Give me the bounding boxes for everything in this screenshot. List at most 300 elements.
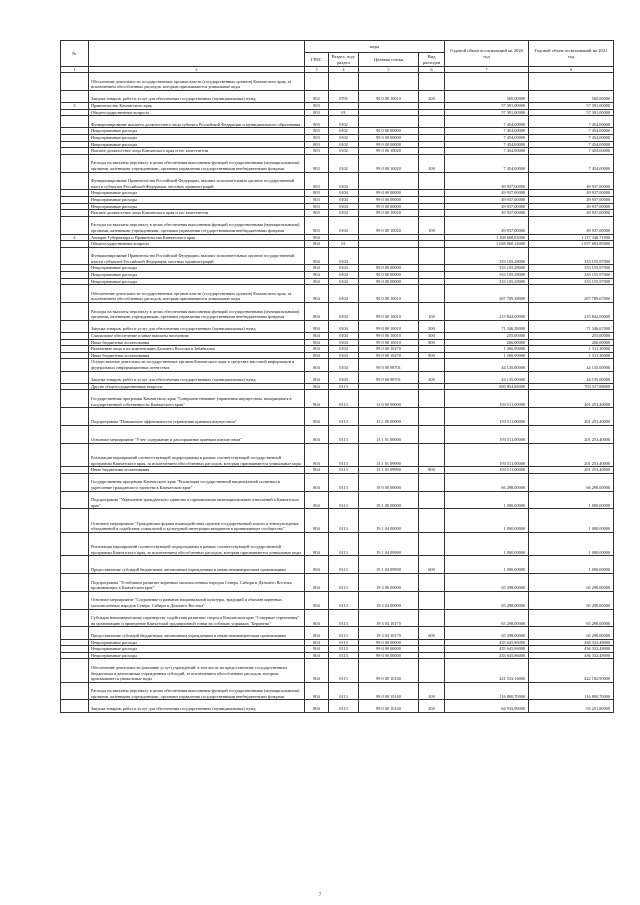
row-exptype xyxy=(419,346,445,353)
row-amount-2021: 65 298,00000 xyxy=(529,609,614,627)
row-number xyxy=(61,700,89,712)
row-section: 0113 xyxy=(329,591,359,609)
row-name: Государственная программа Камчатского края "Совершенствование управления имуществом, находящимся в государственной собственности Камчатского края" xyxy=(89,390,305,408)
table-row xyxy=(61,473,614,491)
row-exptype xyxy=(419,203,445,210)
row-amount-2021: 266,00000 xyxy=(529,339,614,346)
row-amount-2021: 57 391,00000 xyxy=(529,102,614,109)
row-grbs: 803 xyxy=(305,172,329,190)
row-target: 99 0 00 00000 xyxy=(359,128,419,135)
table-row xyxy=(61,190,614,197)
row-section: 0104 xyxy=(329,285,359,303)
row-exptype xyxy=(419,639,445,646)
row-exptype xyxy=(419,190,445,197)
row-exptype xyxy=(419,285,445,303)
row-exptype: 100 xyxy=(419,303,445,321)
table-row xyxy=(61,333,614,340)
row-grbs: 803 xyxy=(305,203,329,210)
row-grbs: 803 xyxy=(305,109,329,116)
row-name: Предоставление субсидий бюджетным, автономным учреждениям и иным некоммерческим организациям xyxy=(89,627,305,639)
row-exptype xyxy=(419,408,445,426)
row-number xyxy=(61,320,89,332)
row-name: Непрограммные расходы xyxy=(89,646,305,653)
row-exptype xyxy=(419,265,445,272)
row-section: 0113 xyxy=(329,467,359,474)
row-name: Общегосударственные вопросы xyxy=(89,109,305,116)
row-target: 99 0 00 00000 xyxy=(359,196,419,203)
row-name: Непрограммные расходы xyxy=(89,652,305,659)
row-target: 99 0 00 10140 xyxy=(359,659,419,682)
row-number xyxy=(61,659,89,682)
row-grbs: 803 xyxy=(305,141,329,148)
row-section: 0113 xyxy=(329,646,359,653)
row-amount-2020: 215 842,00000 xyxy=(445,303,529,321)
row-number xyxy=(61,73,89,91)
table-row xyxy=(61,247,614,265)
row-number xyxy=(61,272,89,279)
row-section: 0113 xyxy=(329,532,359,555)
row-name: Государственная программа Камчатского края "Реализация государственной национальной политики и укрепление гражданского единства в Камчатском крае" xyxy=(89,473,305,491)
col-header-section: Раздел, под-раздел xyxy=(329,53,359,67)
row-amount-2021: 49 937,00000 xyxy=(529,190,614,197)
table-row xyxy=(61,491,614,509)
row-name: Непрограммные расходы xyxy=(89,265,305,272)
row-section: 0113 xyxy=(329,408,359,426)
row-name: Закупка товаров, работ и услуг для обеспечения государственных (муниципальных) нужд xyxy=(89,90,305,102)
row-grbs: 804 xyxy=(305,272,329,279)
row-number xyxy=(61,141,89,148)
row-target: 99 0 00 10010 xyxy=(359,285,419,303)
row-amount-2020: 193 511,00000 xyxy=(445,425,529,443)
row-name: Иные бюджетные ассигнования xyxy=(89,467,305,474)
row-name: Правительство Камчатского края xyxy=(89,102,305,109)
row-amount-2020: 65 298,00000 xyxy=(445,573,529,591)
row-amount-2020: 49 937,00000 xyxy=(445,203,529,210)
row-section: 0104 xyxy=(329,320,359,332)
row-amount-2021: 333 155,97000 xyxy=(529,272,614,279)
row-amount-2020: 435 645,86000 xyxy=(445,652,529,659)
table-row xyxy=(61,646,614,653)
row-amount-2020: 333 105,28000 xyxy=(445,265,529,272)
row-section: 0104 xyxy=(329,333,359,340)
row-number xyxy=(61,247,89,265)
row-grbs: 804 xyxy=(305,425,329,443)
row-grbs: 804 xyxy=(305,491,329,509)
row-amount-2020: 287 709,38000 xyxy=(445,285,529,303)
row-number xyxy=(61,390,89,408)
row-grbs: 803 xyxy=(305,196,329,203)
row-grbs: 804 xyxy=(305,359,329,371)
row-number xyxy=(61,128,89,135)
row-target: 13 1 01 09990 xyxy=(359,467,419,474)
row-name: Непрограммные расходы xyxy=(89,639,305,646)
row-amount-2020: 65 298,00000 xyxy=(445,609,529,627)
row-name: Обеспечение деятельности государственных органов власти (государственных органов) Камчатского края, за исключением обособленных расходов, которым присваиваются уникальные коды xyxy=(89,73,305,91)
row-target xyxy=(359,109,419,116)
row-number xyxy=(61,116,89,128)
row-exptype xyxy=(419,272,445,279)
row-name: Выплатные лица и их компенсации Дальнего Востока и Забайкалья xyxy=(89,346,305,353)
row-amount-2021: 201 253,40000 xyxy=(529,408,614,426)
row-amount-2020: 49 937,00000 xyxy=(445,210,529,217)
row-name: Непрограммные расходы xyxy=(89,278,305,285)
row-grbs: 804 xyxy=(305,532,329,555)
row-name: Предоставление субсидий бюджетным, автономным учреждениям и иным некоммерческим организациям xyxy=(89,556,305,574)
row-number xyxy=(61,609,89,627)
row-target: 99 0 00 10270 xyxy=(359,352,419,359)
index-cell: 5 xyxy=(359,67,419,73)
row-name: Основное мероприятие "Сохранение и развитие национальной культуры, традиций и обычаев коренных малочисленных народов Севера, Сибири и Дальнего Востока" xyxy=(89,591,305,609)
row-amount-2021: 44 135,00000 xyxy=(529,371,614,383)
row-number xyxy=(61,148,89,155)
row-amount-2021: 7 454,00000 xyxy=(529,128,614,135)
row-section: 0705 xyxy=(329,90,359,102)
row-number xyxy=(61,532,89,555)
row-exptype xyxy=(419,383,445,390)
table-row xyxy=(61,659,614,682)
row-target: 99 0 00 10010 xyxy=(359,90,419,102)
row-target: 99 0 00 00000 xyxy=(359,203,419,210)
row-section: 0104 xyxy=(329,265,359,272)
row-grbs: 803 xyxy=(305,102,329,109)
table-row xyxy=(61,573,614,591)
row-grbs: 804 xyxy=(305,234,329,241)
row-section: 0104 xyxy=(329,247,359,265)
table-row xyxy=(61,371,614,383)
row-amount-2021: 44 135,00000 xyxy=(529,359,614,371)
table-row xyxy=(61,700,614,712)
row-grbs: 804 xyxy=(305,408,329,426)
row-grbs: 803 xyxy=(305,116,329,128)
table-row xyxy=(61,443,614,466)
col-header-codes: коды xyxy=(305,41,445,53)
row-amount-2020: 1 000,00000 xyxy=(445,491,529,509)
row-name: Расходы на выплаты персоналу в целях обеспечения выполнения функций государственными (муниципальными) органами, казенными учреждениями, органами управления государственными внебюджетными фондами xyxy=(89,154,305,172)
row-amount-2021: 49 937,00000 xyxy=(529,210,614,217)
row-grbs: 804 xyxy=(305,339,329,346)
row-target: 99 0 00 10010 xyxy=(359,339,419,346)
row-amount-2021: 703 537,88000 xyxy=(529,383,614,390)
row-number: 4 xyxy=(61,234,89,241)
table-row xyxy=(61,556,614,574)
row-number: 3 xyxy=(61,102,89,109)
row-amount-2020: 49 937,00000 xyxy=(445,172,529,190)
row-number xyxy=(61,278,89,285)
index-cell: 6 xyxy=(419,67,445,73)
row-amount-2020: 71 346,38000 xyxy=(445,320,529,332)
row-target: 13 1 01 09990 xyxy=(359,443,419,466)
col-header-2021: Годовой объем ассигнований на 2021 год xyxy=(529,41,614,67)
table-row xyxy=(61,265,614,272)
row-section: 0102 xyxy=(329,154,359,172)
row-grbs: 804 xyxy=(305,443,329,466)
row-grbs: 803 xyxy=(305,154,329,172)
row-name: Аппарат Губернатора и Правительства Камчатского края xyxy=(89,234,305,241)
row-number xyxy=(61,682,89,700)
row-exptype xyxy=(419,73,445,91)
row-target: 19 3 04 10170 xyxy=(359,627,419,639)
row-target: 99 0 00 10010 xyxy=(359,320,419,332)
row-number xyxy=(61,652,89,659)
row-name: Другие общегосударственные вопросы xyxy=(89,383,305,390)
row-amount-2021: 333 155,97000 xyxy=(529,265,614,272)
row-number xyxy=(61,556,89,574)
row-number xyxy=(61,203,89,210)
row-target: 13 1 00 00000 xyxy=(359,408,419,426)
row-amount-2020: 1 260,90000 xyxy=(445,346,529,353)
row-amount-2020: 435 645,86000 xyxy=(445,646,529,653)
row-section: 0113 xyxy=(329,383,359,390)
row-name: Непрограммные расходы xyxy=(89,141,305,148)
row-exptype xyxy=(419,196,445,203)
table-row xyxy=(61,609,614,627)
row-target xyxy=(359,247,419,265)
row-target xyxy=(359,241,419,248)
row-amount-2020: 66 298,00000 xyxy=(445,473,529,491)
row-exptype xyxy=(419,210,445,217)
row-section: 0113 xyxy=(329,425,359,443)
row-amount-2020: 65 298,00000 xyxy=(445,591,529,609)
row-amount-2021: 65 298,00000 xyxy=(529,591,614,609)
row-number xyxy=(61,216,89,234)
row-target: 19 3 04 10170 xyxy=(359,609,419,627)
row-amount-2021: 215 842,00000 xyxy=(529,303,614,321)
row-grbs: 804 xyxy=(305,646,329,653)
row-exptype: 100 xyxy=(419,216,445,234)
row-amount-2020: 44 135,00000 xyxy=(445,371,529,383)
row-section xyxy=(329,234,359,241)
row-amount-2020: 1 028 960,14000 xyxy=(445,241,529,248)
row-amount-2020: 255,00000 xyxy=(445,333,529,340)
row-section: 0102 xyxy=(329,134,359,141)
row-amount-2021: 500,00000 xyxy=(529,90,614,102)
row-name: Реализация мероприятий соответствующей подпрограммы в рамках соответствующей государственной программы Камчатского края, за исключением обособленных расходов, которым присваиваются уникальные коды xyxy=(89,443,305,466)
row-amount-2021: 436 332,48000 xyxy=(529,639,614,646)
row-section: 0104 xyxy=(329,272,359,279)
row-exptype xyxy=(419,109,445,116)
row-grbs: 804 xyxy=(305,383,329,390)
table-row xyxy=(61,102,614,109)
row-exptype: 800 xyxy=(419,352,445,359)
row-name: Подпрограмма "Повышение эффективности управления краевым имуществом" xyxy=(89,408,305,426)
table-row xyxy=(61,682,614,700)
row-amount-2020: 1 000,00000 xyxy=(445,532,529,555)
row-grbs: 804 xyxy=(305,467,329,474)
row-section: 0104 xyxy=(329,203,359,210)
row-section: 0113 xyxy=(329,659,359,682)
row-exptype xyxy=(419,359,445,371)
row-target xyxy=(359,73,419,91)
row-amount-2021: 201 253,40000 xyxy=(529,443,614,466)
row-name: Закупка товаров, работ и услуг для обеспечения государственных (муниципальных) нужд xyxy=(89,700,305,712)
row-name: Обеспечение деятельности государственных органов власти (государственных органов) Камчатского края, за исключением обособленных расходов, которым присваиваются уникальные коды xyxy=(89,285,305,303)
row-grbs: 804 xyxy=(305,320,329,332)
row-target: 99 0 00 10020 xyxy=(359,210,419,217)
row-exptype xyxy=(419,141,445,148)
row-section: 0113 xyxy=(329,509,359,532)
row-exptype: 200 xyxy=(419,90,445,102)
row-amount-2020: 333 105,28000 xyxy=(445,247,529,265)
row-target xyxy=(359,383,419,390)
row-amount-2020: 1 000,00000 xyxy=(445,509,529,532)
row-grbs: 804 xyxy=(305,509,329,532)
row-target: 19 1 04 00000 xyxy=(359,509,419,532)
row-section: 0113 xyxy=(329,491,359,509)
row-number xyxy=(61,371,89,383)
row-section: 0113 xyxy=(329,627,359,639)
row-section: 0102 xyxy=(329,141,359,148)
row-name: Высшее должностное лицо Камчатского края и его заместители xyxy=(89,148,305,155)
row-amount-2020: 44 135,00000 xyxy=(445,359,529,371)
row-target: 99 0 00 10010 xyxy=(359,333,419,340)
row-section: 0113 xyxy=(329,390,359,408)
row-name: Непрограммные расходы xyxy=(89,203,305,210)
row-number xyxy=(61,109,89,116)
row-exptype: 100 xyxy=(419,154,445,172)
table-row xyxy=(61,509,614,532)
row-grbs: 803 xyxy=(305,134,329,141)
row-number xyxy=(61,90,89,102)
index-cell: 3 xyxy=(305,67,329,73)
row-name: Расходы на выплаты персоналу в целях обеспечения выполнения функций государственными (муниципальными) органами, казенными учреждениями, органами управления государственными внебюджетными фондами xyxy=(89,303,305,321)
row-amount-2020: 7 454,00000 xyxy=(445,116,529,128)
row-grbs: 803 xyxy=(305,148,329,155)
row-amount-2021: 65 298,00000 xyxy=(529,573,614,591)
row-exptype: 800 xyxy=(419,339,445,346)
row-amount-2021: 333 155,97000 xyxy=(529,278,614,285)
row-exptype: 600 xyxy=(419,627,445,639)
row-section: 0104 xyxy=(329,352,359,359)
row-number xyxy=(61,303,89,321)
row-exptype xyxy=(419,509,445,532)
row-target: 13 0 00 00000 xyxy=(359,390,419,408)
row-exptype xyxy=(419,609,445,627)
row-grbs: 804 xyxy=(305,659,329,682)
row-name: Закупка товаров, работ и услуг для обеспечения государственных (муниципальных) нужд xyxy=(89,371,305,383)
row-grbs: 802 xyxy=(305,90,329,102)
row-name: Иные бюджетные ассигнования xyxy=(89,352,305,359)
row-number xyxy=(61,491,89,509)
row-amount-2021: 116 800,70000 xyxy=(529,682,614,700)
row-target xyxy=(359,172,419,190)
row-grbs: 804 xyxy=(305,609,329,627)
row-name: Осуществление деятельности государственных органов Камчатского края в средствах массовой информации и федеральных информационных агентствах xyxy=(89,359,305,371)
row-target xyxy=(359,234,419,241)
row-number xyxy=(61,285,89,303)
row-amount-2021: 255,00000 xyxy=(529,333,614,340)
row-section: 0113 xyxy=(329,556,359,574)
table-row xyxy=(61,234,614,241)
row-grbs: 804 xyxy=(305,556,329,574)
row-amount-2021: 201 253,40000 xyxy=(529,390,614,408)
table-row xyxy=(61,216,614,234)
row-section: 0102 xyxy=(329,116,359,128)
row-target: 99 0 00 00000 xyxy=(359,646,419,653)
row-section: 0104 xyxy=(329,216,359,234)
row-grbs: 804 xyxy=(305,346,329,353)
row-amount-2020: 7 454,00000 xyxy=(445,128,529,135)
row-amount-2020: 57 391,00000 xyxy=(445,102,529,109)
row-name: Высшее должностное лицо Камчатского края и его заместители xyxy=(89,210,305,217)
row-number xyxy=(61,359,89,371)
row-amount-2021: 201 253,40000 xyxy=(529,467,614,474)
row-section: 0104 xyxy=(329,303,359,321)
row-amount-2021: 7 454,00000 xyxy=(529,148,614,155)
row-exptype xyxy=(419,573,445,591)
table-row xyxy=(61,203,614,210)
row-section: 0113 xyxy=(329,652,359,659)
table-row xyxy=(61,116,614,128)
row-name: Функционирование высшего должностного лица субъекта Российской Федерации и муниципального образования xyxy=(89,116,305,128)
row-number xyxy=(61,591,89,609)
row-section: 0104 xyxy=(329,346,359,353)
row-number xyxy=(61,265,89,272)
row-name: Закупка товаров, работ и услуг для обеспечения государственных (муниципальных) нужд xyxy=(89,320,305,332)
table-row xyxy=(61,346,614,353)
row-name: Непрограммные расходы xyxy=(89,272,305,279)
row-number xyxy=(61,352,89,359)
row-amount-2021: 71 346,67000 xyxy=(529,320,614,332)
row-exptype: 100 xyxy=(419,682,445,700)
row-amount-2020: 266,00000 xyxy=(445,339,529,346)
row-grbs: 804 xyxy=(305,573,329,591)
row-section: 0104 xyxy=(329,359,359,371)
row-target: 99 0 00 00000 xyxy=(359,134,419,141)
row-target: 99 0 00 10020 xyxy=(359,148,419,155)
row-number xyxy=(61,346,89,353)
col-header-grbs: ГРБС xyxy=(305,53,329,67)
row-number xyxy=(61,408,89,426)
table-row xyxy=(61,359,614,371)
row-grbs: 804 xyxy=(305,682,329,700)
table-row xyxy=(61,141,614,148)
row-amount-2020: 7 454,00000 xyxy=(445,141,529,148)
row-grbs: 804 xyxy=(305,247,329,265)
row-section: 0102 xyxy=(329,148,359,155)
row-section: 01 xyxy=(329,241,359,248)
row-amount-2020: 7 454,00000 xyxy=(445,154,529,172)
row-target xyxy=(359,102,419,109)
row-amount-2020: 421 533,16000 xyxy=(445,659,529,682)
row-amount-2021: 1 000,00000 xyxy=(529,556,614,574)
row-amount-2021: 436 332,48000 xyxy=(529,646,614,653)
row-number xyxy=(61,473,89,491)
row-target: 99 0 00 10020 xyxy=(359,216,419,234)
row-number xyxy=(61,509,89,532)
table-row xyxy=(61,408,614,426)
row-number xyxy=(61,333,89,340)
row-grbs: 803 xyxy=(305,190,329,197)
row-amount-2020: 193 511,00000 xyxy=(445,443,529,466)
col-header-2020: Годовой объем ассигнований на 2020 год xyxy=(445,41,529,67)
col-header-target: Целевая статья xyxy=(359,53,419,67)
row-section: 0113 xyxy=(329,609,359,627)
row-name: Непрограммные расходы xyxy=(89,190,305,197)
row-grbs: 803 xyxy=(305,216,329,234)
row-exptype xyxy=(419,591,445,609)
row-grbs: 804 xyxy=(305,333,329,340)
row-amount-2020: 193 511,00000 xyxy=(445,390,529,408)
row-amount-2021: 422 182,90000 xyxy=(529,659,614,682)
row-amount-2021: 49 937,00000 xyxy=(529,203,614,210)
row-exptype xyxy=(419,172,445,190)
row-target: 99 0 00 00000 xyxy=(359,652,419,659)
col-header-exptype: Вид расходов xyxy=(419,53,445,67)
row-target: 99 0 00 00000 xyxy=(359,272,419,279)
row-exptype xyxy=(419,659,445,682)
row-amount-2021: 57 391,00000 xyxy=(529,109,614,116)
row-grbs: 804 xyxy=(305,352,329,359)
